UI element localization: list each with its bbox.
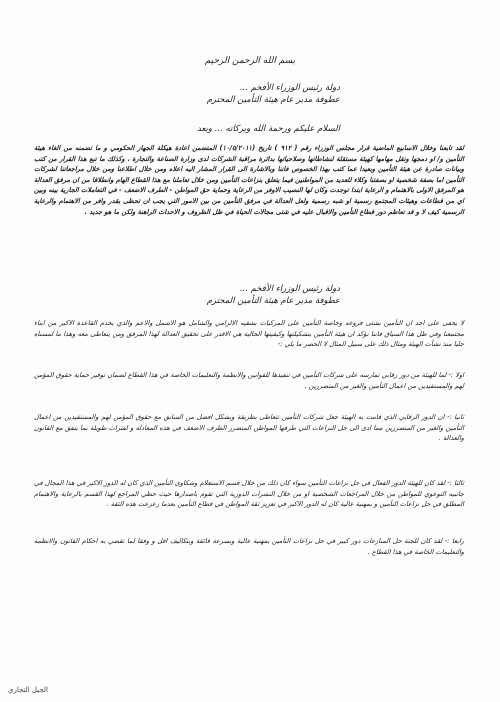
- paragraph-point-fourth: رابعا :- لقد كان للجنة حل المنازعات دور كبير في حل نزاعات التأمين بمهنية عالية وبسرعة فائقة وبتكاليف اقل و وفقا لما تقضي به احكام القانون والانظمة والتعليمات الخاصة في هذا القطاع .: [34, 537, 464, 556]
- footer-mark: الجيل التجاري: [8, 686, 48, 694]
- paragraph-point-third: ثالثا :- لقد كان للهيئة الدور الفعال في حل نزاعات التأمين سواء كان ذلك من خلال قسم الاستعلام وشكاوى التأمين الذي كان له الدور الاكبر في هذا المجال في جانبيه التوعوي للمواطن من خلال المراجعات الشخصية او من خلال النشرات الدورية التي تقوم باصدارها حيث حظي المراجع لهذا القسم بالرعاية والاهتمام المطلق في حل نزاعات التأمين و بمهنية عالية كان له الدور الاكبر في تعزيز ثقة المواطن في قطاع التأمين بعدما زعزعت هذه الثقة .: [34, 479, 464, 509]
- addressee-line-prime-minister: دولة رئيس الوزراء الأفخم ...: [239, 83, 340, 93]
- paragraph-context: لا يخفى على احد ان التأمين بشتى فروعه وخاصة التأمين على المركبات بشقيه الالزامي والشامل هو الاشمل والاعم والذي يخدم القاعدة الاكبر من ابناء مجتمعنا وفي ظل هذا السياق فاننا نؤكد ان هيئة التأمين بتشكيلتها وكيفيتها الحالية هي الاقدر على تحقيق العدالة لهذا المرفق ومن يتعاطى معه وهذا ما لمسناه جليا منذ نشأت الهيئة ومثال ذلك على سبيل المثال لا الحصر ما يلي :-: [34, 319, 464, 349]
- greeting-line: السلام عليكم ورحمة الله وبركاته ... وبعد: [197, 124, 340, 134]
- addressee-line-insurance-director: عطوفة مدير عام هيئة التأمين المحترم: [206, 95, 340, 105]
- paragraph-point-first: اولا :- لما للهيئة من دور رقابي تمارسه على شركات التأمين في تنفيذها للقوانين والانظمة والتعليمات الخاصة في هذا القطاع لضمان توفير حماية حقوق المؤمن لهم والمستفيدين من اعمال التأمين والغير من المتضررين .: [34, 371, 464, 390]
- basmala-heading: بسم الله الرحمن الرحيم: [204, 56, 296, 66]
- addressee-block-2: [40, 283, 340, 307]
- addressee-block-1: [40, 82, 340, 106]
- paragraph-intro: لقد تابعنا وخلال الاسابيع الماضية قرار مجلس الوزراء رقم ( ٩١٢ ) تاريخ (١٠/٥/٢٠١١) المتضمن اعادة هيكلة الجهاز الحكومي و ما تضمنه من الغاء هيئة التأمين و/ او دمجها ونقل مهامها كهيئة مستقلة لنشاطاتها وصلاحياتها بدائرة مراقبة الشركات لدى وزارة الصناعة والتجارة ، وكذلك ما تبع هذا القرار من كتب وبيانات صادرة عن هيئة التأمين وبعيدا عما كتب بهذا الخصوص فاننا وبالاشارة الى القرار المشار اليه اعلاه ومن خلال اطلاعنا ومن خلال مراجعاتنا لشركات التأمين اما بصفة شخصية او بصفتنا وكلاء للعديد من المواطنين فيما يتعلق بنزاعات التأمين ومن خلال تعاملنا مع هذا القطاع الهام وانطلاقا من ان مرفق العدالة هو المرفق الاولى بالاهتمام و الرعاية ابتدا توجدت وكان لها النصيب الاوفر من الرعاية وحماية حق المواطن - الطرف الاضعف - في التعاملات الجارية بينه وبين اي من قطاعات وهيئات المجتمع رسمية او شبه رسمية ولعل العدالة في مرفق التأمين من بين الامور التي يجب ان تحظى بقدر وافر من الاهتمام والرعاية الرسمية كيف لا و قد تعاظم دور قطاع التأمين والاقبال عليه في شتى مجالات الحياة في ظل الظروف و الاحداث الراهنة ولكن ما هو جديد .: [34, 144, 464, 216]
- addressee-line-prime-minister: دولة رئيس الوزراء الأفخم ...: [239, 284, 340, 294]
- addressee-line-insurance-director: عطوفة مدير عام هيئة التأمين المحترم: [206, 296, 340, 306]
- paragraph-point-second: ثانيا :- ان الدور الرقابي الذي قامت به الهيئة جعل شركات التأمين تتعاطى بطريقة وبشكل افضل من السابق مع حقوق المؤمن لهم والمستفيدين من اعمال التأمين والغير من المتضررين مما ادى الى حل النزاعات التي طرفها المواطن المتضرر الطرف الاضعف في هذه المعادلة و لفترات طويلة بما يتفق مع القانون والعدالة .: [34, 413, 464, 443]
